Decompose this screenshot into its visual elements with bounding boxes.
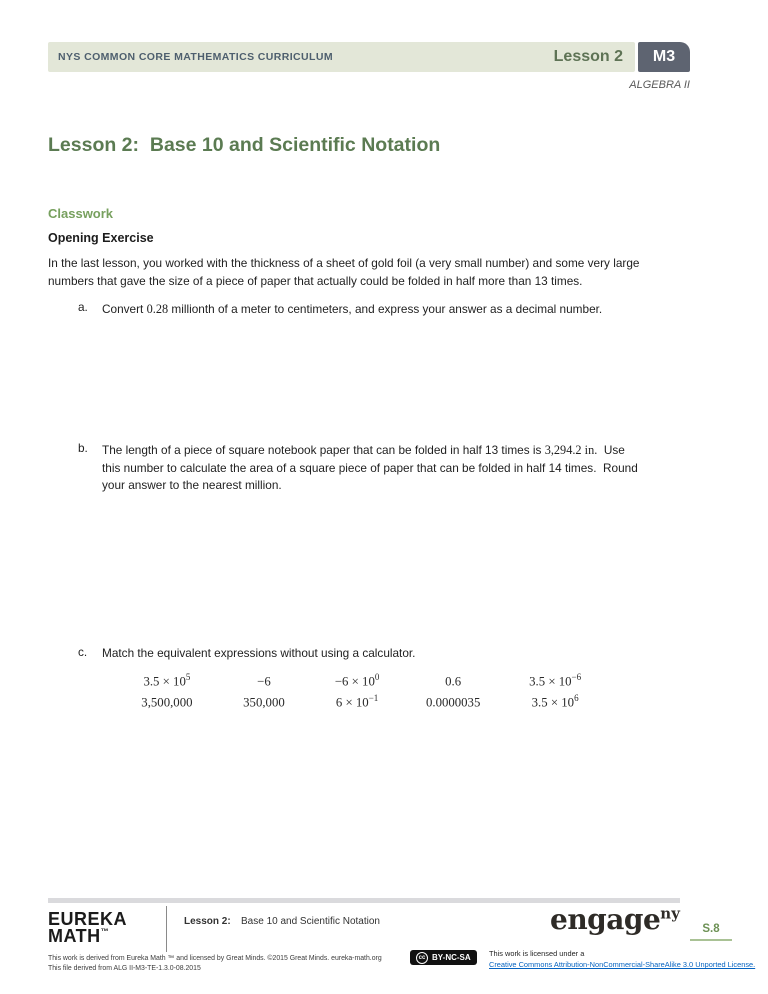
item-b-text xyxy=(102,441,646,495)
match-row-1 xyxy=(112,672,612,689)
cc-license-type: BY-NC-SA xyxy=(432,953,471,962)
cc-icon: cc xyxy=(416,952,428,964)
expression-base: 3,500,000 xyxy=(141,695,193,710)
item-c-text: Match the equivalent expressions without using a calculator. xyxy=(102,646,416,660)
intro-paragraph: In the last lesson, you worked with the thickness of a sheet of gold foil (a very small number) and some very large numbers that gave the size of a piece of paper that actually could be folded in half more than 13 times. xyxy=(48,256,643,288)
module-badge: M3 xyxy=(638,42,690,72)
footer-lesson-title: Base 10 and Scientific Notation xyxy=(241,916,380,927)
item-a-text xyxy=(102,300,646,319)
exercise-item-a xyxy=(78,300,646,319)
item-b-math-value: 3,294.2 in. xyxy=(544,443,598,457)
eureka-logo-line2 xyxy=(48,928,127,945)
copyright-fineprint xyxy=(48,954,408,975)
match-expressions-table xyxy=(112,672,612,715)
expression-cell xyxy=(112,672,222,689)
license-pre-text: This work is licensed under a xyxy=(489,949,585,958)
header-bar xyxy=(48,42,635,72)
item-a-text-post: millionth of a meter to centimeters, and express your answer as a decimal number. xyxy=(168,302,603,316)
expression-exponent: 6 xyxy=(574,693,579,704)
item-a-label: a. xyxy=(78,300,88,314)
page-title: Lesson 2: Base 10 and Scientific Notation xyxy=(48,134,441,156)
expression-cell xyxy=(408,693,498,710)
page-number: S.8 xyxy=(690,923,732,941)
item-b-text-pre: The length of a piece of square notebook paper that can be folded in half 13 times is xyxy=(102,443,545,457)
expression-cell xyxy=(408,672,498,689)
eureka-logo-line1: EUREKA xyxy=(48,909,128,929)
expression-exponent: 5 xyxy=(185,672,191,682)
opening-exercise-heading: Opening Exercise xyxy=(48,231,154,245)
expression-cell xyxy=(498,672,612,689)
item-c-label: c. xyxy=(78,645,88,659)
item-b-text-post: Use this number to calculate the area of a square piece of paper that can be folded in half 14 times. Round your answer to the nearest million. xyxy=(102,443,642,493)
expression-exponent: 0 xyxy=(374,672,380,682)
expression-base: 3.5 × 10 xyxy=(531,695,575,710)
expression-base: 6 × 10 xyxy=(335,695,369,710)
footer-lesson-label: Lesson 2: xyxy=(184,916,231,927)
exercise-item-c xyxy=(78,645,646,663)
expression-cell xyxy=(222,693,306,710)
engage-logo-word: engage xyxy=(550,903,661,936)
expression-cell xyxy=(306,693,408,710)
license-statement xyxy=(489,948,759,970)
creative-commons-badge xyxy=(410,950,477,965)
expression-exponent: −6 xyxy=(571,672,582,682)
expression-cell xyxy=(306,672,408,689)
eureka-logo-math: MATH xyxy=(48,926,101,947)
engage-ny-logo xyxy=(550,903,680,936)
match-row-2 xyxy=(112,693,612,710)
classwork-heading: Classwork xyxy=(48,206,114,221)
expression-cell xyxy=(498,693,612,710)
license-link[interactable]: Creative Commons Attribution-NonCommercial-ShareAlike 3.0 Unported License. xyxy=(489,960,756,970)
derived-line-2: This file derived from ALG II-M3-TE-1.3.0-08.2015 xyxy=(48,965,201,973)
expression-base: −6 × 10 xyxy=(334,674,375,689)
derived-line-1: This work is derived from Eureka Math ™ and licensed by Great Minds. ©2015 Great Minds. eureka-math.org xyxy=(48,955,382,962)
item-a-math-value: 0.28 xyxy=(146,302,169,316)
exercise-item-b xyxy=(78,441,646,495)
expression-base: 3.5 × 10 xyxy=(143,674,186,689)
expression-base: 0.6 xyxy=(445,674,462,689)
trademark-symbol: ™ xyxy=(100,927,110,937)
expression-base: 3.5 × 10 xyxy=(529,674,572,689)
curriculum-label: NYS COMMON CORE MATHEMATICS CURRICULUM xyxy=(58,51,333,63)
footer-vertical-rule xyxy=(166,906,167,952)
expression-cell xyxy=(222,672,306,689)
course-label: ALGEBRA II xyxy=(629,79,690,91)
expression-exponent: −1 xyxy=(368,693,379,704)
expression-base: 0.0000035 xyxy=(425,695,481,710)
engage-logo-ny: ny xyxy=(660,904,680,923)
expression-base: 350,000 xyxy=(243,695,285,710)
expression-base: −6 xyxy=(257,674,271,689)
eureka-math-logo xyxy=(48,911,127,945)
expression-cell xyxy=(112,693,222,710)
lesson-number-label: Lesson 2 xyxy=(553,48,623,65)
item-b-label: b. xyxy=(78,441,88,455)
item-a-text-pre: Convert xyxy=(102,302,147,316)
